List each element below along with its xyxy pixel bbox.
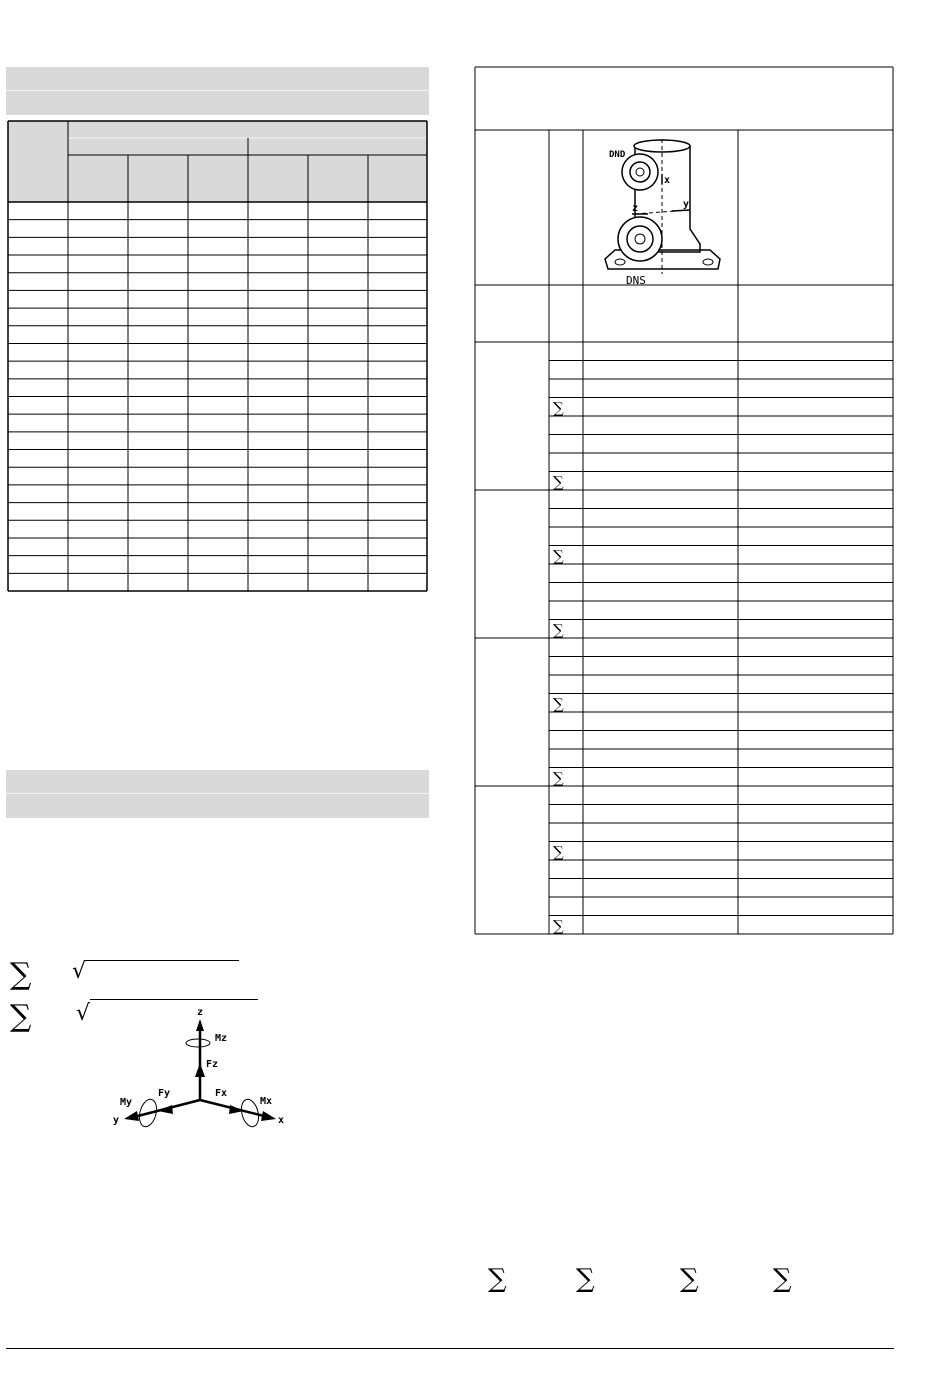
axis-label-mz: Mz [215,1033,228,1044]
rt-sum-symbol: ∑ [553,917,564,935]
rt-sum-symbol: ∑ [553,547,564,565]
sum-symbol-1: ∑ [10,957,32,992]
label-x: x [664,175,671,186]
sum-symbol-bottom-2: ∑ [576,1264,595,1294]
label-y: y [683,199,690,210]
axis-label-mx: Mx [260,1096,273,1107]
sqrt-symbol-2: √ [76,1001,91,1026]
rt-sum-symbol: ∑ [553,695,564,713]
footer-rule [6,1348,894,1349]
axis-label-my: My [120,1097,133,1108]
axis-label-fy: Fy [158,1088,171,1099]
rt-sum-symbol: ∑ [553,473,564,491]
sum-symbol-bottom-3: ∑ [680,1264,699,1294]
rt-sum-symbol: ∑ [553,843,564,861]
label-z: z [632,203,639,214]
axis-label-z: z [197,1007,204,1018]
sum-symbol-bottom-4: ∑ [773,1264,792,1294]
axis-label-x: x [278,1115,285,1126]
axis-label-y: y [113,1115,120,1126]
label-dnd: DND [609,150,626,160]
sum-symbol-bottom-1: ∑ [488,1264,507,1294]
rt-sum-symbol: ∑ [553,621,564,639]
axis-label-fz: Fz [206,1059,219,1070]
label-dns: DNS [626,274,646,287]
rt-sum-symbol: ∑ [553,399,564,417]
sum-symbol-2: ∑ [10,999,32,1034]
sqrt-symbol-1: √ [72,959,87,984]
rt-sum-symbol: ∑ [553,769,564,787]
axis-label-fx: Fx [215,1088,228,1099]
